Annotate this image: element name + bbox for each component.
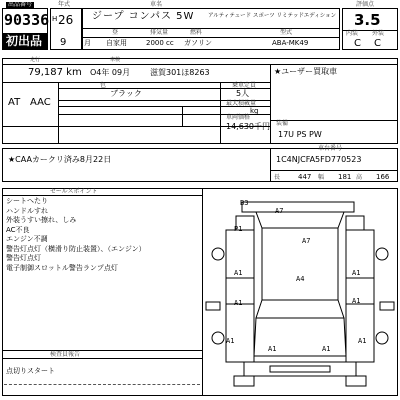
shaken-value: O4年 09月 — [90, 68, 131, 77]
left-mirror — [206, 302, 220, 310]
notes-line: AC不良 — [6, 225, 30, 234]
notes-line: エンジン不調 — [6, 235, 48, 243]
size-wid-label: 幅 — [318, 174, 325, 181]
trunk-right — [346, 216, 364, 230]
first-listing-text: 初出品 — [6, 34, 43, 48]
notes-line: 電子制御スロットル警告ランプ点灯 — [6, 263, 118, 272]
vin-value: 1C4NJCFA5FD770523 — [276, 155, 362, 164]
damage-code-a4: A4 — [296, 275, 305, 283]
size-len-value: 447 — [298, 173, 312, 181]
equipment-value: 17U PS PW — [278, 130, 322, 139]
left-front-wheel — [212, 332, 224, 344]
damage-code-a1-bumper-right: A1 — [322, 345, 331, 353]
damage-code-a1-left-rear: A1 — [234, 269, 243, 277]
shaken-label: 車検 — [110, 57, 121, 63]
notes-title: セールスポイント — [50, 188, 98, 195]
year-value: 26 — [58, 13, 74, 27]
seats-value: 5人 — [236, 89, 250, 98]
seats-label: 乗車定員 — [232, 82, 257, 89]
aircon: AAC — [30, 97, 51, 108]
month-unit: 月 — [84, 39, 91, 47]
notes-line: 警告灯点灯（横滑り防止装置）、（エンジン） — [6, 244, 146, 253]
mileage-label: 走行 — [30, 57, 41, 63]
vin-label: 車台番号 — [318, 145, 343, 152]
damage-code-b3: B3 — [240, 199, 249, 207]
damage-code-a1-left-mid: A1 — [234, 299, 243, 307]
front-left-light — [234, 376, 254, 386]
capacity-label: 最大積載量 — [226, 100, 257, 107]
transmission: AT — [8, 97, 21, 108]
roof-outline — [262, 228, 338, 300]
notes-line: 外装うすい擦れ、しみ — [6, 216, 77, 224]
inspector-comment: 点切りスタート — [6, 367, 55, 375]
damage-code-a1-front-right: A1 — [358, 337, 367, 345]
capacity-value: kg — [250, 107, 259, 115]
mileage-value: 79,187 km — [28, 67, 82, 78]
car-name-label: 車名 — [150, 1, 163, 8]
score-label: 評価点 — [356, 1, 375, 8]
rear-window — [256, 212, 344, 228]
car-name: ジープ コンパス 5W — [92, 11, 195, 22]
right-rear-wheel — [376, 248, 388, 260]
price-label: 車両価格 — [226, 114, 251, 121]
month-value: 9 — [60, 37, 67, 48]
memo-text: ★ユーザー買取車 — [274, 67, 338, 76]
regist-value: 自家用 — [106, 39, 127, 47]
front-grille — [270, 366, 330, 372]
front-right-light — [346, 376, 366, 386]
notes-line: シートへたり — [6, 197, 48, 205]
damage-code-a7-roof: A7 — [302, 237, 311, 245]
fuel-value: ガソリン — [184, 39, 212, 47]
inspector-title: 検査員報告 — [50, 351, 81, 358]
notes-line: ハンドルすれ — [6, 206, 48, 215]
damage-code-a1-right-mid: A1 — [352, 297, 361, 305]
score-value: 3.5 — [354, 11, 381, 29]
windshield — [256, 300, 344, 318]
interior-grade: C — [354, 38, 361, 49]
interior-label: 内装 — [346, 30, 359, 37]
notes-line: 警告灯点灯 — [6, 254, 41, 262]
lot-number-label: 出品番号 — [8, 1, 33, 8]
right-mirror — [380, 302, 394, 310]
front-bumper — [244, 362, 356, 376]
model-label: 型式 — [280, 29, 293, 36]
damage-code-p1: P1 — [234, 225, 243, 233]
regist-label: 登 — [112, 29, 119, 36]
size-hgt-label: 高 — [356, 174, 363, 181]
damage-code-a7-upper: A7 — [275, 207, 284, 215]
year-label: 年式 — [58, 1, 71, 8]
model-value: ABA-MK49 — [272, 39, 309, 47]
car-damage-diagram — [204, 196, 396, 392]
equipment-label: 装備 — [276, 120, 289, 127]
fuel-label: 燃料 — [190, 29, 203, 36]
color-label: 色 — [100, 82, 107, 89]
damage-code-a1-front-left: A1 — [226, 337, 235, 345]
grade: アルティテュード スポーツ リミテッドエディション — [208, 13, 337, 19]
recycle-text: ★CAAカークリ済み8月22日 — [8, 155, 112, 164]
size-len-label: 長 — [274, 174, 281, 181]
lot-number: 90336 — [4, 11, 50, 29]
size-wid-value: 181 — [338, 173, 352, 181]
displacement-value: 2000 cc — [146, 39, 174, 47]
size-hgt-value: 166 — [376, 173, 390, 181]
displacement-label: 排気量 — [150, 29, 169, 36]
year-prefix: H — [52, 15, 58, 23]
exterior-label: 外装 — [372, 30, 385, 37]
price-value: 14,630千円 — [226, 122, 270, 131]
damage-code-a1-right-rear: A1 — [352, 269, 361, 277]
right-front-wheel — [376, 332, 388, 344]
color-value: ブラック — [110, 89, 142, 98]
inspection-number: 滋賀301ほ8263 — [150, 68, 210, 77]
left-rear-wheel — [212, 248, 224, 260]
exterior-grade: C — [374, 38, 381, 49]
damage-code-a1-bumper-left: A1 — [268, 345, 277, 353]
